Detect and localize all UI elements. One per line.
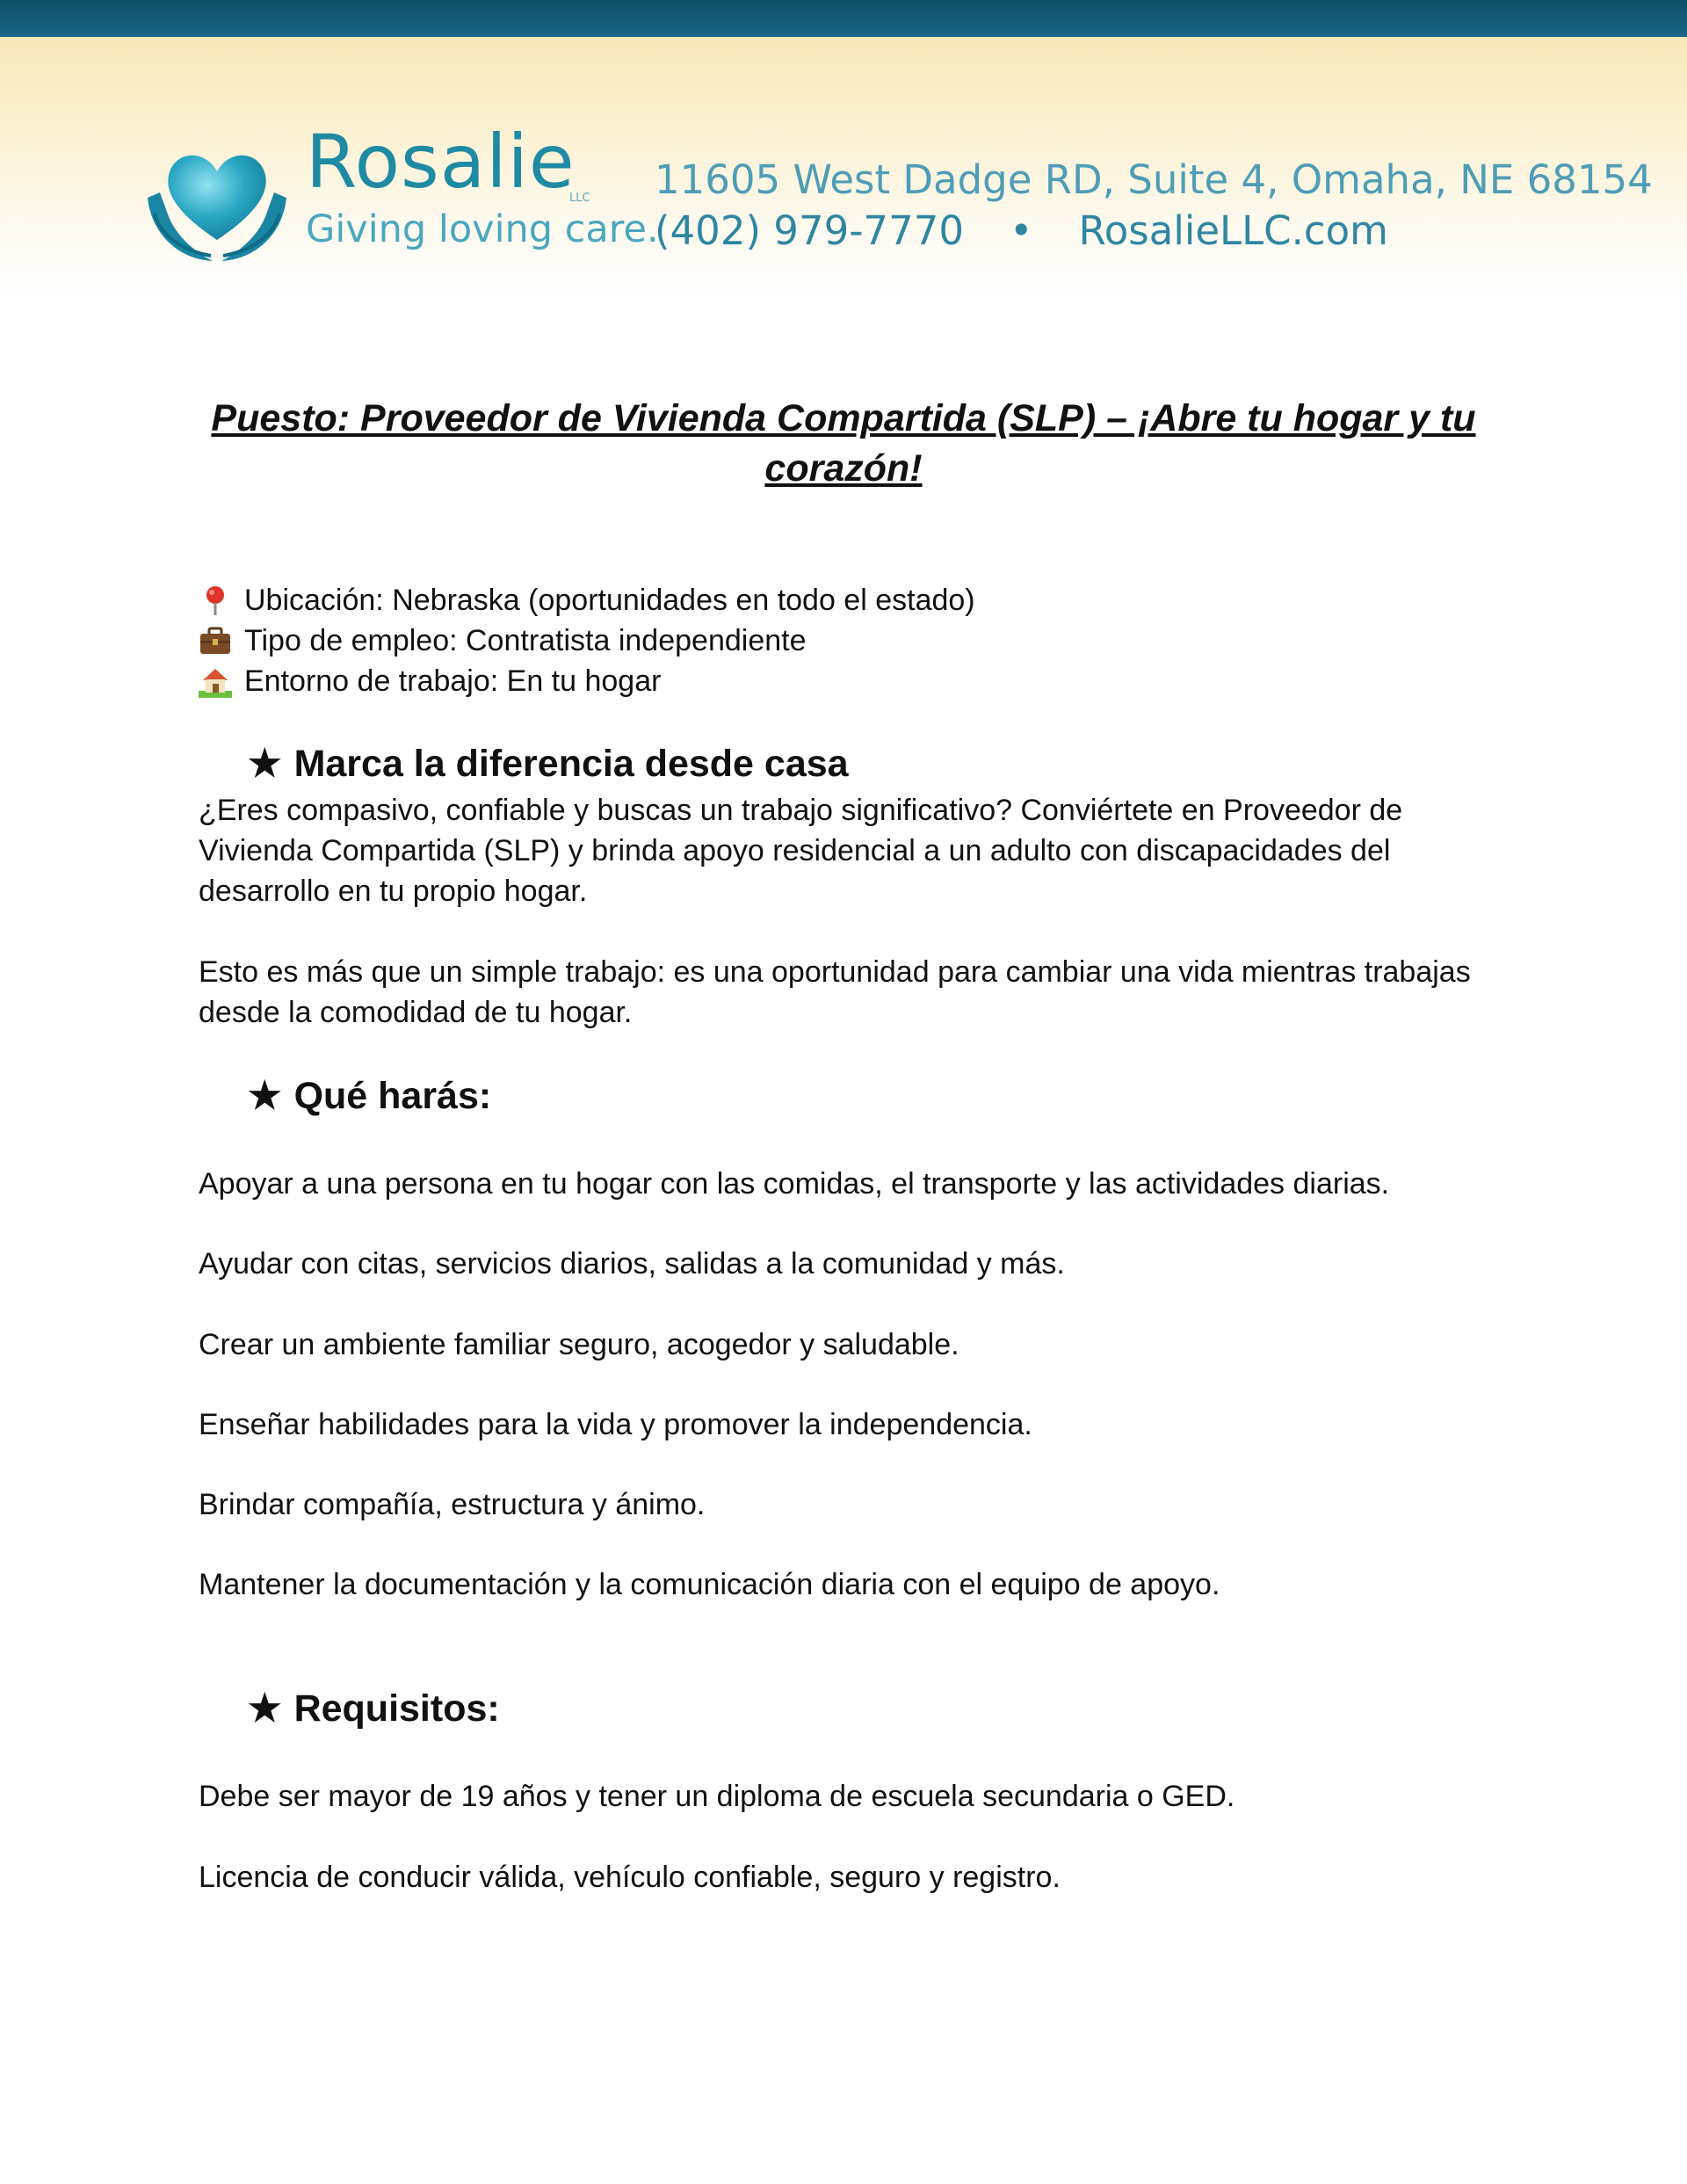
duty-item: Enseñar habilidades para la vida y promover la independencia. [199,1408,1032,1441]
requirement-item: Debe ser mayor de 19 años y tener un diploma de escuela secundaria o GED. [199,1780,1235,1813]
meta-employment-type [199,620,975,661]
meta-work-environment [199,661,975,701]
section-heading-requirements [248,1687,500,1730]
brand-suffix: LLC [569,192,590,205]
section-heading-duties [248,1077,491,1115]
company-phone: (402) 979-7770 [655,207,964,254]
duty-item: Mantener la documentación y la comunicación diaria con el equipo de apoyo. [199,1568,1220,1601]
star-icon: ★ [248,743,282,785]
company-address: 11605 West Dadge RD, Suite 4, Omaha, NE 68154 [655,156,1653,203]
job-meta [199,580,975,701]
brand-tagline: Giving loving care. [306,207,659,251]
company-website-link[interactable]: RosalieLLC.com [1078,207,1388,254]
separator-dot: • [1009,207,1033,254]
duty-item: Brindar compañía, estructura y ánimo. [199,1488,706,1521]
section-heading-difference [248,745,849,783]
section-heading-duties-text: Qué harás: [293,1075,492,1117]
brand-name: Rosalie [306,119,576,205]
meta-employment-type-text: Tipo de empleo: Contratista independiente [244,624,807,657]
contact-line [655,207,1388,254]
job-title: Puesto: Proveedor de Vivienda Compartida (SLP) – ¡Abre tu hogar y tu corazón! [211,397,1476,490]
duty-item: Ayudar con citas, servicios diarios, salidas a la comunidad y más. [199,1247,1065,1281]
section-heading-requirements-text: Requisitos: [293,1687,500,1730]
section-heading-difference-text: Marca la diferencia desde casa [293,743,849,785]
opportunity-paragraph: Esto es más que un simple trabajo: es una oportunidad para cambiar una vida mientras trabajas desde la comodidad de tu hogar. [199,955,1471,1029]
meta-work-environment-text: Entorno de trabajo: En tu hogar [244,664,662,698]
top-banner-bar [0,0,1687,37]
duty-item: Apoyar a una persona en tu hogar con las comidas, el transporte y las actividades diarias. [199,1167,1390,1201]
meta-location [199,580,975,620]
duty-item: Crear un ambiente familiar seguro, acogedor y saludable. [199,1328,959,1361]
star-icon: ★ [248,1075,282,1117]
requirement-item: Licencia de conducir válida, vehículo confiable, seguro y registro. [199,1861,1061,1894]
meta-location-text: Ubicación: Nebraska (oportunidades en todo el estado) [244,584,975,617]
briefcase-icon [199,624,232,657]
pin-icon [199,584,232,617]
house-icon [199,664,232,698]
heart-hands-logo-icon [142,136,292,268]
intro-paragraph: ¿Eres compasivo, confiable y buscas un trabajo significativo? Conviértete en Proveedor de Vivienda Compartida (SLP) y brinda apoyo residencial a un adulto con discapacidades del desarrollo en tu propio hogar. [199,794,1403,908]
star-icon: ★ [248,1687,282,1730]
